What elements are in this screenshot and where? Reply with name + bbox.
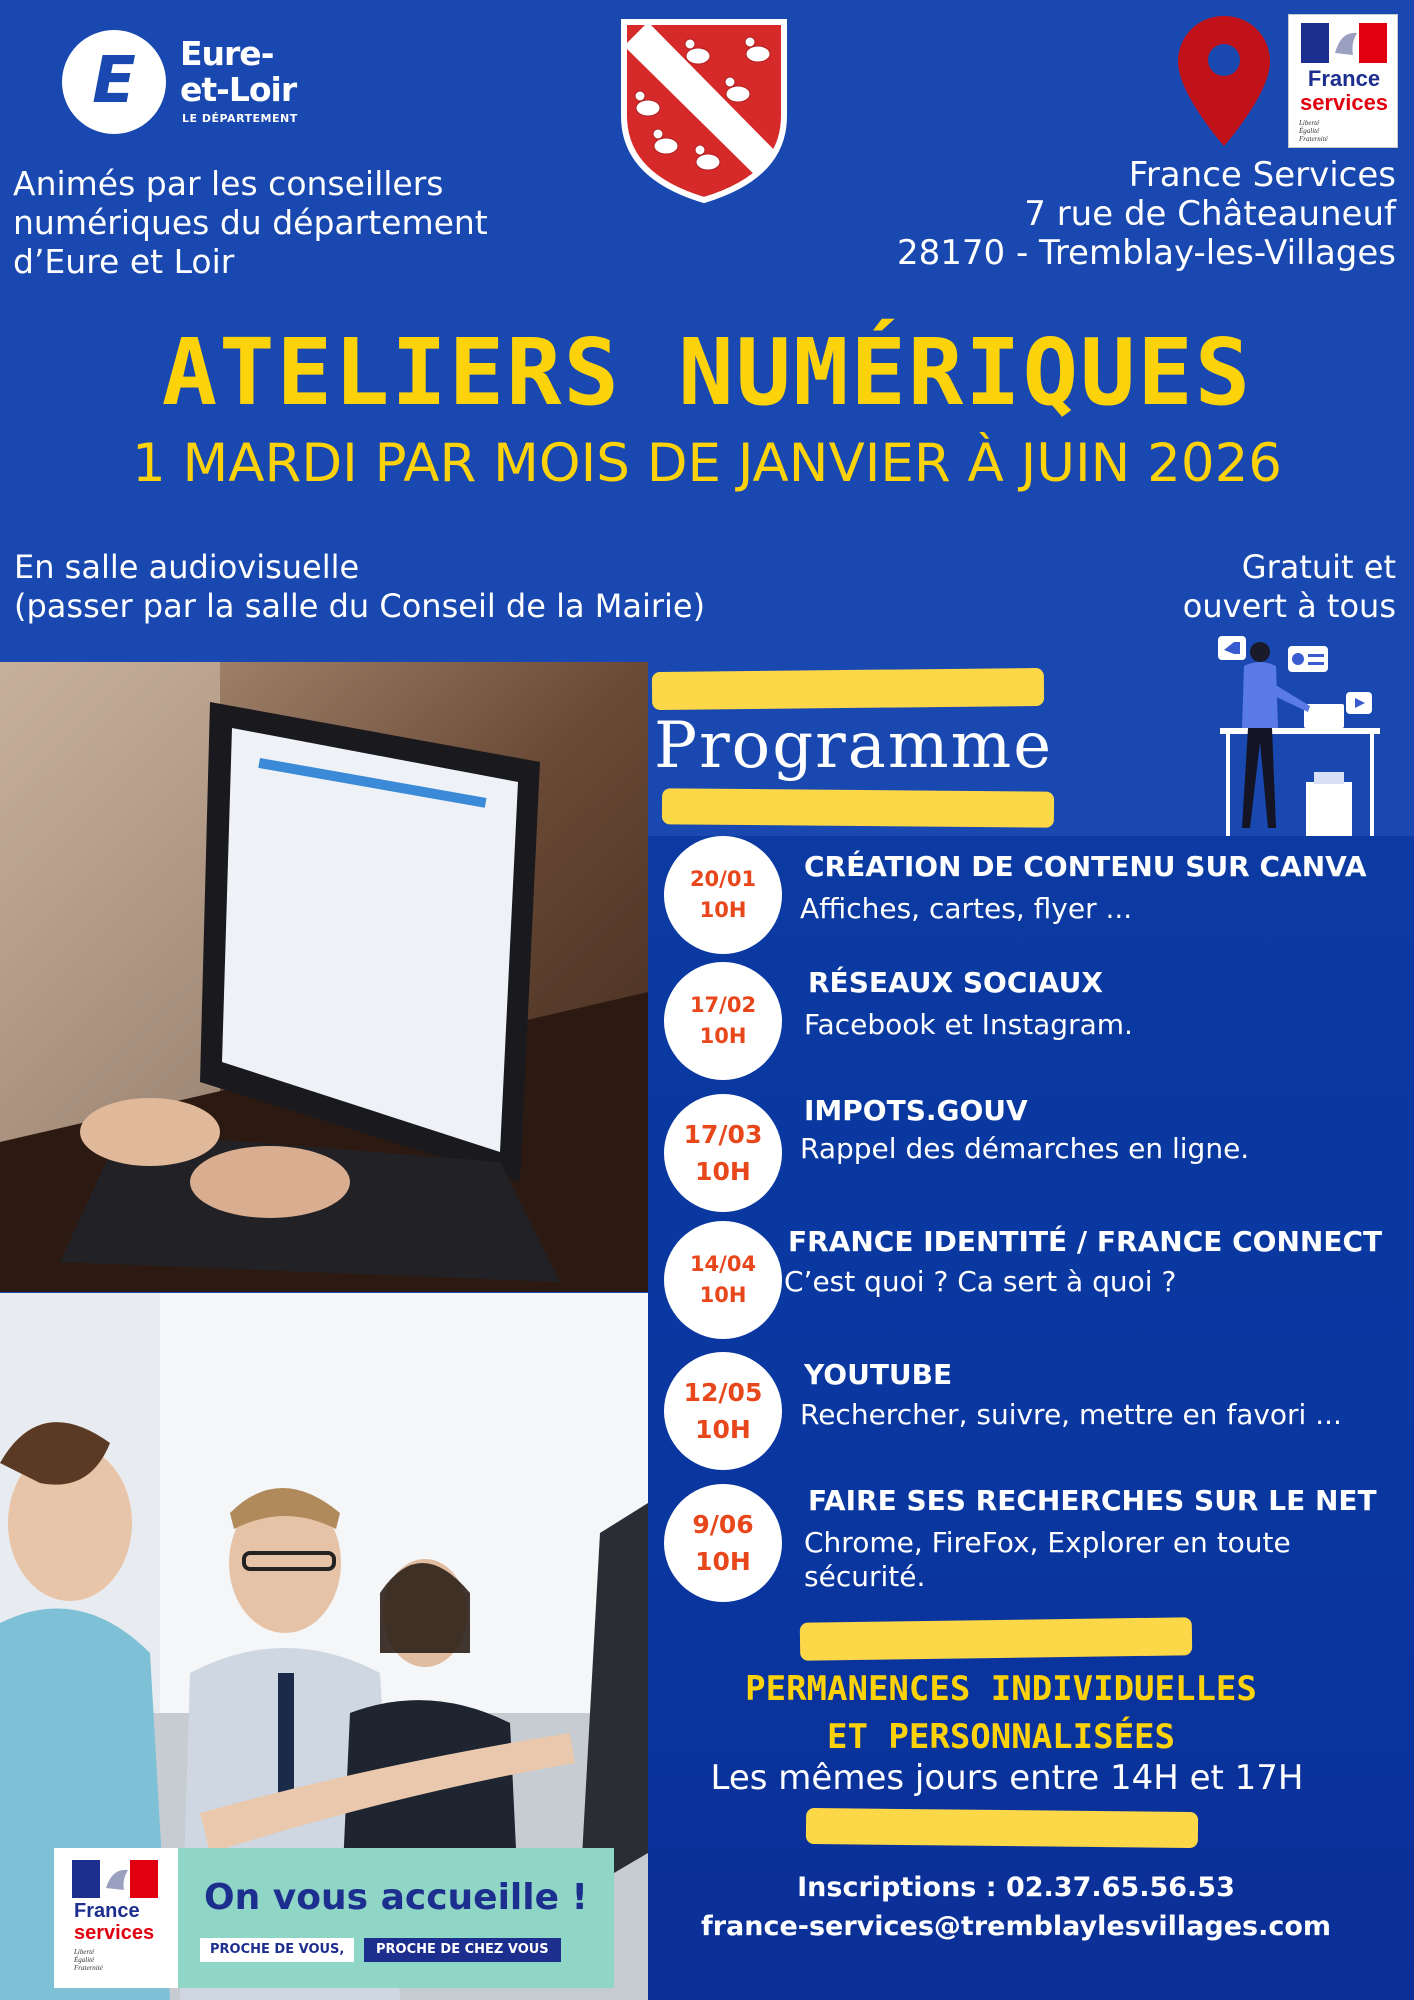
contact-block	[648, 1868, 1384, 1946]
banner-headline: On vous accueille !	[204, 1877, 588, 1918]
email-link[interactable]: france-services@tremblaylesvillages.com	[700, 1911, 1332, 1942]
coat-of-arms-icon	[618, 16, 790, 204]
permanences-title: PERMANENCES INDIVIDUELLES ET PERSONNALISÉES	[745, 1669, 1257, 1757]
france-services-logo	[1288, 14, 1398, 148]
banner-tag-proche-de-chez-vous: PROCHE DE CHEZ VOUS	[364, 1938, 561, 1962]
eure-et-loir-logo	[62, 28, 322, 138]
event-description: Chrome, FireFox, Explorer en toute sécurité.	[804, 1526, 1291, 1593]
event-description: Rechercher, suivre, mettre en favori ...	[800, 1398, 1342, 1431]
permanences-hours: Les mêmes jours entre 14H et 17H	[710, 1758, 1304, 1798]
programme-heading: Programme	[654, 709, 1054, 783]
address-block: France Services 7 rue de Châteauneuf 28170 - Tremblay-les-Villages	[897, 155, 1396, 273]
event-item	[664, 1221, 1414, 1351]
eure-logo-subtitle: LE DÉPARTEMENT	[182, 112, 298, 125]
map-pin-icon	[1176, 14, 1272, 150]
phone-number: Inscriptions : 02.37.65.56.53	[797, 1872, 1235, 1903]
france-services-banner	[54, 1848, 614, 1988]
event-item	[664, 836, 1414, 966]
yellow-brush-stroke	[800, 1617, 1192, 1660]
marianne-flag-icon	[1301, 23, 1387, 63]
page-title: ATELIERS NUMÉRIQUES	[161, 319, 1253, 426]
event-date-badge: 12/05 10H	[664, 1352, 782, 1470]
event-title: FRANCE IDENTITÉ / FRANCE CONNECT	[788, 1225, 1383, 1258]
event-description: Affiches, cartes, flyer ...	[800, 892, 1133, 925]
event-item	[664, 1352, 1414, 1482]
event-date-badge: 17/03 10H	[664, 1094, 782, 1212]
banner-fs-logo: France services Liberté Égalité Fraternité	[54, 1848, 178, 1988]
event-date-badge: 20/01 10H	[664, 836, 782, 954]
eure-logo-name: Eure- et-Loir	[180, 34, 297, 109]
event-title: YOUTUBE	[804, 1358, 953, 1391]
organizers-text: Animés par les conseillers numériques du département d’Eure et Loir	[13, 164, 488, 281]
fs-logo-word-france: France	[1307, 66, 1381, 91]
yellow-brush-stroke	[806, 1808, 1198, 1848]
event-item	[664, 1484, 1414, 1634]
event-title: CRÉATION DE CONTENU SUR CANVA	[804, 850, 1367, 883]
yellow-brush-stroke	[662, 788, 1054, 827]
marianne-flag-icon	[72, 1860, 158, 1898]
event-date-badge: 14/04 10H	[664, 1221, 782, 1339]
fs-logo-motto: Liberté Égalité Fraternité	[1299, 119, 1328, 143]
event-title: RÉSEAUX SOCIAUX	[808, 966, 1103, 999]
event-description: Facebook et Instagram.	[804, 1008, 1133, 1041]
laptop-photo	[0, 662, 648, 1292]
eure-logo-mark: E	[62, 30, 166, 134]
page-subtitle: 1 MARDI PAR MOIS DE JANVIER À JUIN 2026	[131, 433, 1283, 494]
event-description: C’est quoi ? Ca sert à quoi ?	[784, 1265, 1177, 1298]
event-description: Rappel des démarches en ligne.	[800, 1132, 1250, 1165]
event-item	[664, 1094, 1414, 1224]
venue-text: En salle audiovisuelle (passer par la salle du Conseil de la Mairie)	[14, 548, 706, 625]
event-title: IMPOTS.GOUV	[804, 1094, 1028, 1127]
fs-logo-word-services: services	[1299, 90, 1389, 115]
free-entry-text: Gratuit et ouvert à tous	[1182, 548, 1396, 625]
event-date-badge: 17/02 10H	[664, 962, 782, 1080]
banner-tag-proche-de-vous: PROCHE DE VOUS,	[200, 1938, 354, 1962]
event-item	[664, 962, 1414, 1092]
person-at-computer-illustration	[1218, 632, 1382, 836]
event-date-badge: 9/06 10H	[664, 1484, 782, 1602]
event-title: FAIRE SES RECHERCHES SUR LE NET	[808, 1484, 1377, 1517]
banner-message	[178, 1848, 614, 1988]
